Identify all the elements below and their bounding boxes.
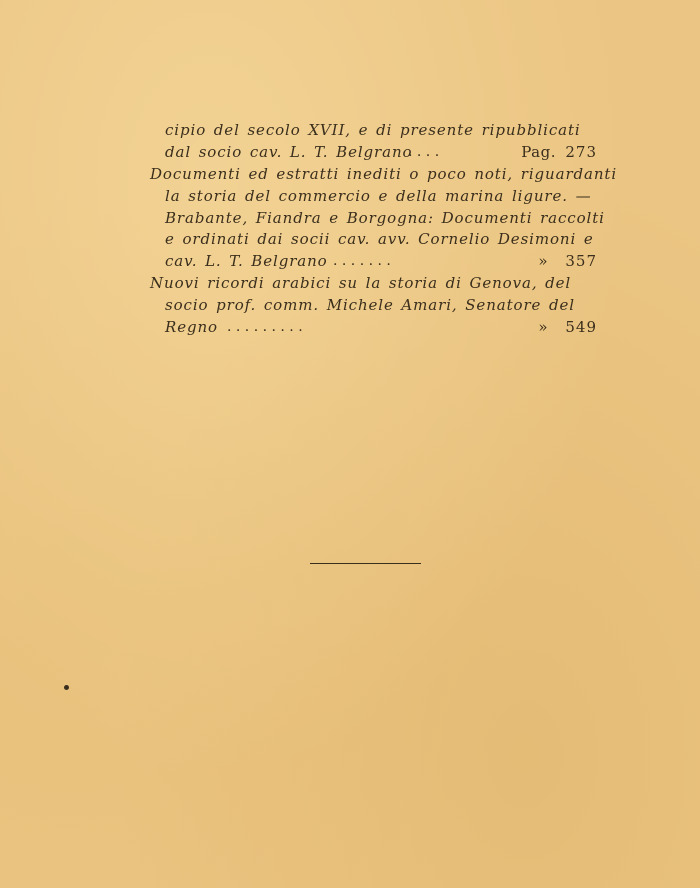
dot-leader: . . . . . . . <box>333 253 391 270</box>
toc-entry-text: cipio del secolo XVII, e di presente ripubblicati <box>165 121 581 139</box>
toc-entry-text: e ordinati dai socii cav. avv. Cornelio Desimoni e <box>165 230 594 249</box>
toc-entry-3-line-3 <box>0 317 700 339</box>
toc-entry-1-line-1 <box>0 120 700 142</box>
toc-entry-text: cav. L. T. Belgrano <box>165 252 328 271</box>
page-number: 549 <box>565 318 597 337</box>
table-of-contents <box>0 120 700 339</box>
dot-leader: . . . . . . . . . <box>227 319 303 336</box>
page-label: Pag. <box>521 142 556 161</box>
toc-entry-text: la storia del commercio e della marina ligure. — <box>165 186 592 205</box>
page-number: 273 <box>565 142 597 161</box>
ink-spot-mark <box>64 685 69 690</box>
toc-entry-2-line-1 <box>0 164 700 186</box>
page-number: 357 <box>565 252 597 271</box>
toc-entry-2-line-3 <box>0 208 700 230</box>
toc-entry-text: Brabante, Fiandra e Borgogna: Documenti raccolti <box>165 208 605 227</box>
page-label: » <box>538 252 548 271</box>
toc-entry-2-line-2 <box>0 186 700 208</box>
toc-entry-2-line-5 <box>0 251 700 273</box>
toc-entry-text: Nuovi ricordi arabici su la storia di Genova, del <box>150 274 572 293</box>
section-separator-rule <box>310 563 421 564</box>
toc-entry-3-line-1 <box>0 273 700 295</box>
toc-entry-text: socio prof. comm. Michele Amari, Senatore del <box>165 296 575 315</box>
toc-entry-1-line-2 <box>0 142 700 164</box>
toc-entry-text: dal socio cav. L. T. Belgrano <box>165 142 413 161</box>
toc-entry-3-line-2 <box>0 295 700 317</box>
page-label: » <box>538 318 548 337</box>
toc-entry-text: Documenti ed estratti inediti o poco noti, riguardanti <box>150 164 618 183</box>
dot-leader: . . . . <box>408 143 440 160</box>
toc-entry-2-line-4 <box>0 229 700 251</box>
toc-entry-text: Regno <box>165 318 218 337</box>
